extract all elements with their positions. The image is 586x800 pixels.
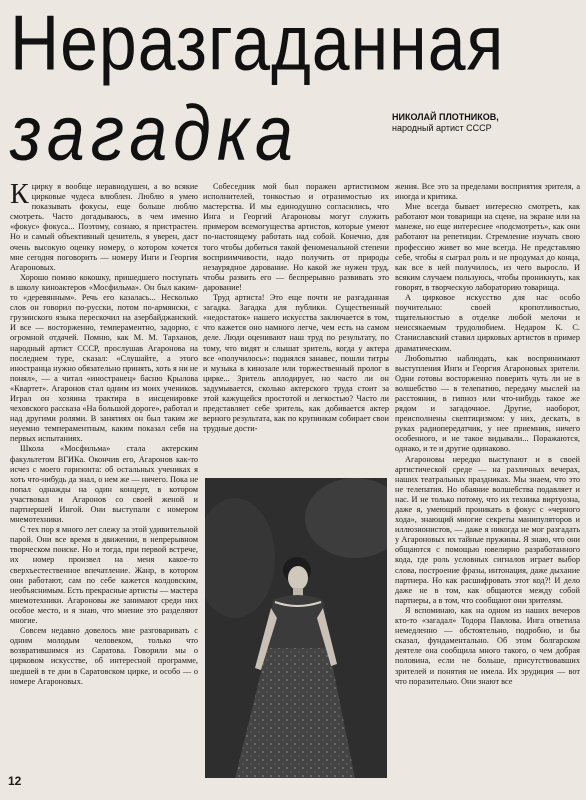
text-column-1 (10, 182, 198, 768)
text-column-3 (395, 182, 580, 782)
paragraph: Совсем недавно довелось мне разговаривать с одним молодым человеком, только что возвратившимся из Саратова. Говорили мы о цирковом искусстве, об интересной программе, шедшей в те дни в Саратовском цирке, и особо — о номере Агароновых. (10, 626, 198, 686)
author-title: народный артист СССР (392, 123, 492, 133)
paragraph: Любопытно наблюдать, как воспринимают выступления Инги и Георгия Агароновых зрители. Одни готовы восторженно поверить чуть ли не в волшебство — в телепатию, передачу мыслей на расстоянии, в гипноз или что-нибудь такое же рядом и загадочное. Другие, наоборот, преисполнены скептицизмом: у них, дескать, в руках радиопередатчик, у нее приемник, ничего особенного, и не такое видывали... Поражаются, однако, и те и другие одинаково. (395, 353, 580, 454)
performer-photo (205, 478, 387, 778)
title-line-2: загадка (10, 89, 299, 177)
paragraph: Труд артиста! Это еще почти не разгаданная загадка. Загадка для публики. Существенный «недостаток» нашего искусства заключается в том, что кажется оно намного легче, чем есть на самом деле. Люди оценивают наш труд по результату, по тому, что видят и слышат зритель, когда у актера все «получилось»: поднялся занавес, пошли титры и музыка в кинозале или торжественный пролог в цирке... Зритель аплодирует, но часто ли он задумывается, сколько актерского труда стоит за этой кажущейся простотой и легкостью? Часто ли представляет себе зритель, как добивается актер верного результата, как по крупинкам собирает свои трудные дости- (203, 293, 389, 434)
paragraph: Я вспоминаю, как на одном из наших вечеров кто-то «загадал» Тодора Павлова. Инга ответила немедленно — обстоятельно, подробно, и бы сказал, фундаментально. Об этом болгарском деятеле она сообщила много такого, о чем добрая половина, если не больше, присутствовавших зрителей и понятия не имела. Их эрудиция — вот что поразительно. Они знают все (395, 605, 580, 686)
paragraph: Мне всегда бывает интересно смотреть, как работают мои товарищи на сцене, на экране или на манеже, но еще интереснее «подсмотреть», как они работают на репетиции. Стремление изучать свою профессию живет во мне всегда. Не представляю себе, чтобы я сыграл роль и не продумал до конца, как все в ней получилось, из чего выросло. И всяким случаем пользуюсь, чтобы проникнуть, как говорят, в творческую лабораторию товарища. (395, 202, 580, 292)
paragraph: Собеседник мой был поражен артистизмом исполнителей, тонкостью и отразимостью их мастерства. И мы единодушно согласились, что Инга и Георгий Агароновы могут служить примером всемогущества артистов, которые умеют по-настоящему работать над собой. Конечно, для того чтобы добиться такой феноменальной степени восприимчивости, надо получить от природы незаурядное дарование. Но какой же нужен труд, чтобы развить его — беспрерывно развивать это дарование! (203, 182, 389, 292)
author-byline (392, 112, 582, 134)
photo-illustration (205, 478, 387, 778)
article-title (10, 0, 580, 177)
text-column-2 (203, 182, 389, 474)
paragraph: Агароновы нередко выступают и в своей артистической среде — на различных вечерах, наших театральных праздниках. Мы знаем, что это не телепатия. Но обаяние волшебства подавляет и нас. И не только потому, что их техника виртуозна, даже я, умеющий проникать в фокус с «черного хода», знающий многие секреты манипуляторов и иллюзионистов, — даже я никогда не мог разгадать у Агароновых их тайные пружины. Я знаю, что они общаются с помощью ювелирно разработанного кода, где роль условных сигналов играет выбор слова, построение фразы, интонация, даже дыхание партнера. Но как расшифровать этот код?! И дело даже не в том, как общаются между собой партнеры, а в том, что сообщают они зрителям. (395, 454, 580, 605)
paragraph: Школа «Мосфильма» стала актерским факультетом ВГИКа. Окончив его, Агаронов как-то исчез с моего горизонта: об остальных учениках я хоть что-нибудь да знал, о нем же — ничего. Пока не попал однажды на один концерт, в котором участвовал и Агаронов со своей женой и партнершей Ингой. Они выступали с номером мнемотехники. (10, 444, 198, 525)
author-name: НИКОЛАЙ ПЛОТНИКОВ, (392, 112, 499, 122)
drop-cap: К (10, 182, 29, 210)
paragraph: А цирковое искусство для нас особо поучительно: своей кропотливостью, тщательностью в отделке любой мелочи и неиссякаемым трудолюбием. Недаром К. С. Станиславский ставил цирковых артистов в пример драматическим. (395, 293, 580, 353)
paragraph: жения. Все это за пределами восприятия зрителя, а иногда и критика. (395, 182, 580, 202)
paragraph: Хорошо помню кокошку, пришедшего поступать в школу киноактеров «Мосфильма». Он был каким-то «деревянным». Речь его казалась... Несколько слов он говорил по-русски, потом по-армянски, с грузинского языка перескочил на азербайджанский. И все — восторженно, темпераментно, задорно, с огромной отдачей. Помню, как М. М. Тарханов, народный артист СССР, прослушав Агаронова на последнем туре, сказал: «Слушайте, а этого иностранца нужно обязательно принять, хоть я ни не понял», — а читал «иностранец» басню Крылова «Квартет». Агаронов стал одним из моих учеников. Играл он хозяина трактира в инсценировке чеховского рассказа «На большой дороге», работал и над другими ролями. В занятиях он был таким же неуемно темпераментным, каким показал себя на первых испытаниях. (10, 272, 198, 444)
paragraph: цирку я вообще неравнодушен, а во всякие цирковые чудеса влюблен. Люблю я умею показывать фокусы, еще больше люблю смотреть. Часто догадываюсь, в чем именно «фокус» фокуса... Поэтому, сознаю, я пристрастен. Но и самый объективный ценитель, я уверен, даст очень высокую оценку номеру, о котором хочется мне сегодня поговорить — номеру Инги и Георгия Агароновых. (10, 182, 198, 272)
paragraph: С тех пор я много лет слежу за этой удивительной парой. Они все время в движении, в непрерывном творческом поиске. Но и тогда, при первой встрече, их номер произвел на меня какое-то сверхъестественное впечатление. Жанр, в котором они работают, сам по себе кажется колдовским, необъяснимым. Есть прекрасные артисты — мастера мнемотехники. Агароновы же занимают среди них особое место, и я знаю, что мнение это разделяют многие. (10, 525, 198, 626)
page-number: 12 (8, 774, 22, 788)
title-line-1: Неразгаданная (10, 0, 505, 87)
